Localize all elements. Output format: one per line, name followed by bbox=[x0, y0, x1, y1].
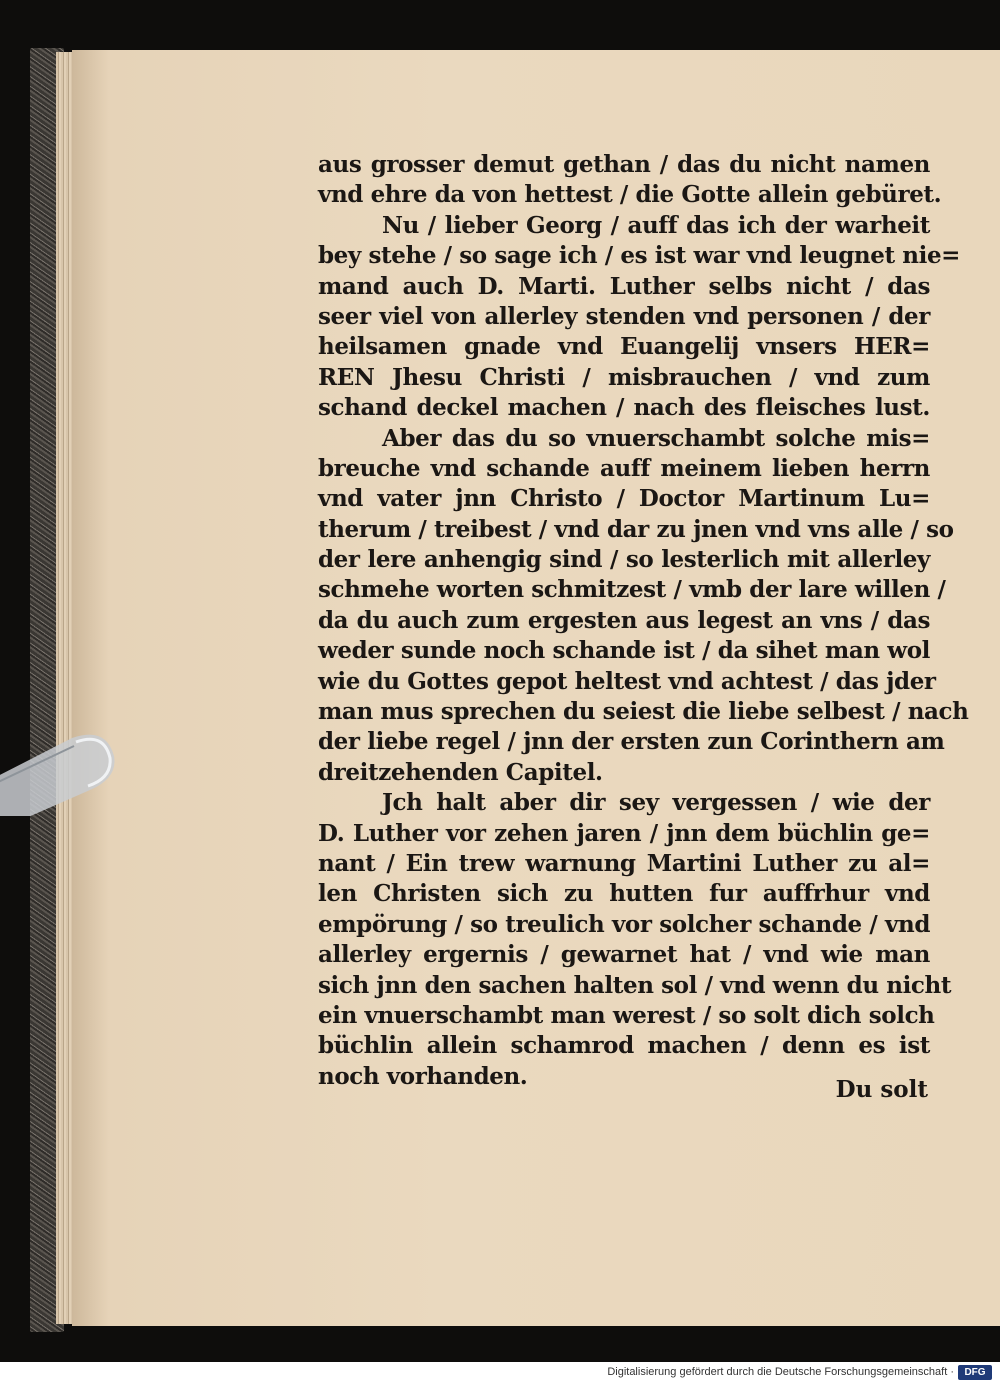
text-line-content: breuche vnd schande auff meinem lieben herrn bbox=[318, 454, 930, 482]
text-line bbox=[318, 180, 942, 210]
text-line-content: Jch halt aber dir sey vergessen / wie der bbox=[382, 789, 930, 817]
text-line bbox=[318, 727, 945, 757]
text-line-content: seer viel von allerley stenden vnd personen / der bbox=[318, 302, 930, 330]
text-line-content: mand auch D. Marti. Luther selbs nicht / das bbox=[318, 272, 930, 300]
text-line-content: REN Jhesu Christi / misbrauchen / vnd zum bbox=[318, 363, 930, 391]
text-line-content: schmehe worten schmitzest / vmb der lare willen / bbox=[318, 576, 946, 604]
text-line bbox=[318, 606, 930, 636]
text-line bbox=[318, 697, 969, 727]
text-line bbox=[318, 819, 930, 849]
text-line-content: aus grosser demut gethan / das du nicht namen bbox=[318, 151, 930, 178]
text-line bbox=[318, 302, 930, 332]
catchword: Du solt bbox=[835, 1076, 928, 1103]
text-line bbox=[318, 150, 930, 180]
text-line-content: allerley ergernis / gewarnet hat / vnd wie man bbox=[318, 941, 930, 969]
text-line bbox=[318, 849, 930, 879]
text-line bbox=[318, 515, 954, 545]
text-line-content: therum / treibest / vnd dar zu jnen vnd vns alle / so bbox=[318, 515, 954, 543]
text-line-content: noch vorhanden. bbox=[318, 1062, 528, 1090]
text-block bbox=[318, 150, 969, 1092]
text-line-content: schand deckel machen / nach des fleisches lust. bbox=[318, 394, 930, 422]
text-line bbox=[318, 758, 930, 788]
text-line bbox=[318, 879, 930, 909]
text-line bbox=[318, 363, 930, 393]
text-line-content: da du auch zum ergesten aus legest an vns / das bbox=[318, 606, 930, 634]
text-line bbox=[318, 272, 930, 302]
text-line-content: Nu / lieber Georg / auff das ich der warheit bbox=[382, 211, 930, 239]
text-line bbox=[318, 1001, 935, 1031]
text-line-content: nant / Ein trew warnung Martini Luther zu al= bbox=[318, 849, 930, 877]
text-line bbox=[318, 667, 936, 697]
text-line-content: len Christen sich zu hutten fur auffrhur vnd bbox=[318, 880, 930, 908]
text-line-content: der lere anhengig sind / so lesterlich mit allerley bbox=[318, 546, 930, 574]
text-line-content: heilsamen gnade vnd Euangelij vnsers HER= bbox=[318, 333, 930, 361]
text-line bbox=[318, 241, 961, 271]
text-line bbox=[318, 454, 930, 484]
text-line bbox=[318, 211, 930, 241]
text-line-content: ein vnuerschambt man werest / so solt dich solch bbox=[318, 1001, 935, 1029]
text-line-content: man mus sprechen du seiest die liebe selbest / nach bbox=[318, 698, 969, 726]
text-line bbox=[318, 971, 952, 1001]
text-line bbox=[318, 424, 930, 454]
footer bbox=[0, 1362, 1000, 1384]
text-line-content: vnd vater jnn Christo / Doctor Martinum Lu= bbox=[318, 485, 930, 513]
text-line bbox=[318, 940, 930, 970]
text-line bbox=[318, 910, 930, 940]
text-line bbox=[318, 484, 930, 514]
text-line-content: vnd ehre da von hettest / die Gotte allein gebüret. bbox=[318, 181, 942, 209]
text-line bbox=[318, 545, 930, 575]
text-line-content: wie du Gottes gepot heltest vnd achtest / das jder bbox=[318, 667, 936, 695]
footer-credit: Digitalisierung gefördert durch die Deutsche Forschungsgemeinschaft · bbox=[607, 1366, 954, 1378]
text-line bbox=[318, 393, 930, 423]
text-line-content: dreitzehenden Capitel. bbox=[318, 758, 603, 786]
dfg-logo: DFG bbox=[958, 1365, 992, 1380]
text-line-content: empörung / so treulich vor solcher schande / vnd bbox=[318, 910, 930, 938]
text-line-content: der liebe regel / jnn der ersten zun Corinthern am bbox=[318, 728, 945, 756]
text-line bbox=[318, 788, 930, 818]
text-line-content: bey stehe / so sage ich / es ist war vnd leugnet nie= bbox=[318, 242, 961, 270]
text-line-content: weder sunde noch schande ist / da sihet man wol bbox=[318, 637, 930, 665]
text-line-content: büchlin allein schamrod machen / denn es ist bbox=[318, 1032, 930, 1060]
text-line bbox=[318, 332, 930, 362]
text-line bbox=[318, 1031, 930, 1061]
text-line bbox=[318, 575, 946, 605]
text-line-content: Aber das du so vnuerschambt solche mis= bbox=[382, 424, 930, 452]
text-line-content: D. Luther vor zehen jaren / jnn dem büchlin ge= bbox=[318, 819, 930, 847]
text-line-content: sich jnn den sachen halten sol / vnd wenn du nicht bbox=[318, 971, 952, 999]
text-line bbox=[318, 636, 930, 666]
page-clip bbox=[0, 720, 124, 816]
